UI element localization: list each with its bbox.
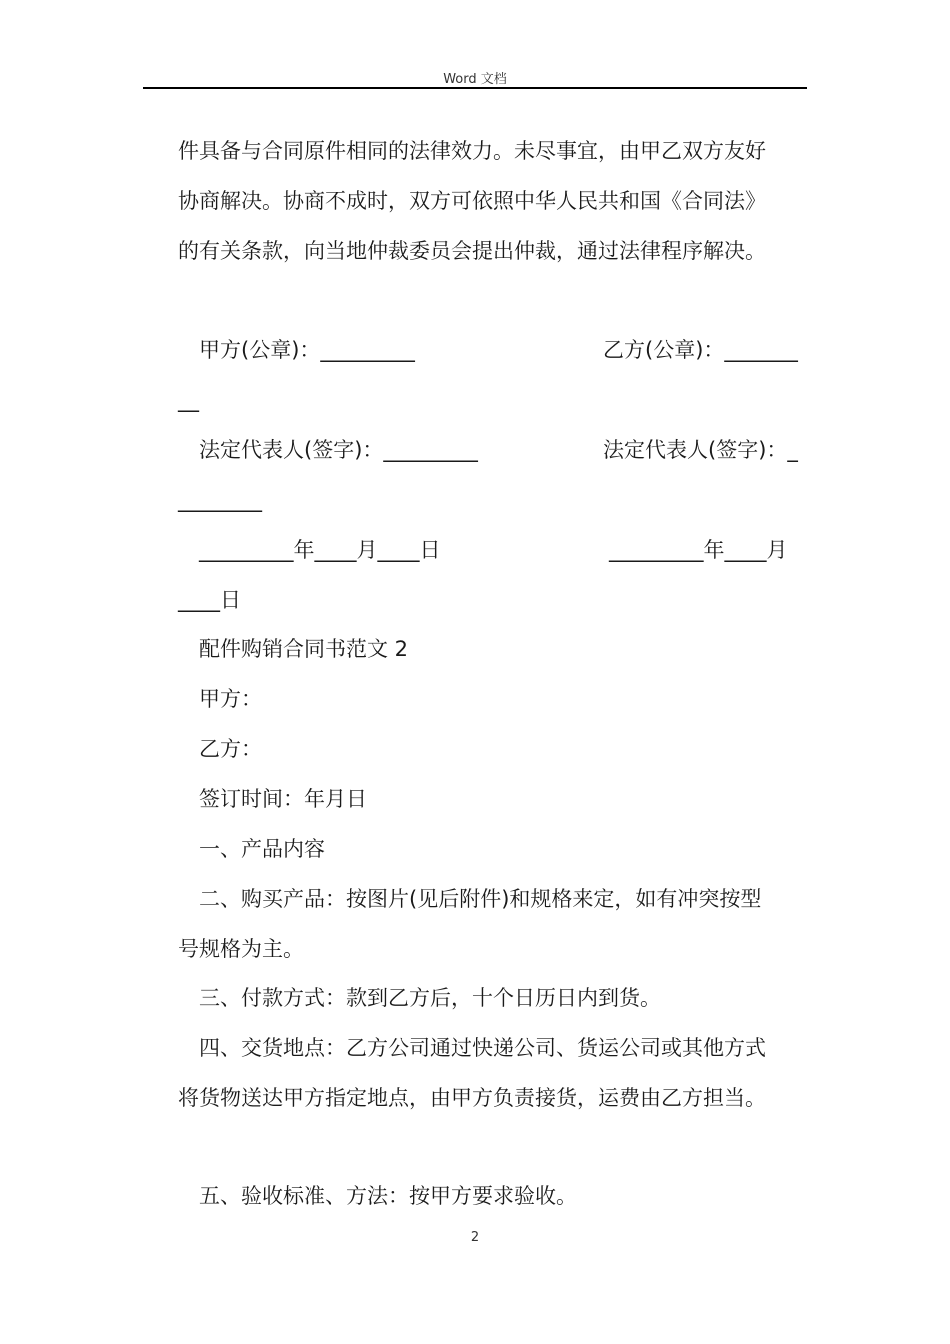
party-b-representative: 法定代表人(签字)：_ xyxy=(603,438,798,462)
clause-text: 五、验收标准、方法：按甲方要求验收。 xyxy=(199,1184,577,1208)
body-text-line: 件具备与合同原件相同的法律效力。未尽事宜，由甲乙双方友好 xyxy=(178,139,766,163)
clause-text: 号规格为主。 xyxy=(178,937,304,961)
clause-text: 四、交货地点：乙方公司通过快递公司、货运公司或其他方式 xyxy=(199,1036,766,1060)
party-a-representative: 法定代表人(签字)：_________ xyxy=(199,438,478,462)
clause-text: 将货物送达甲方指定地点，由甲方负责接货，运费由乙方担当。 xyxy=(178,1086,766,1110)
page-number: 2 xyxy=(470,1230,480,1245)
clause-text: 三、付款方式：款到乙方后，十个日历日内到货。 xyxy=(199,986,661,1010)
clause-text: 二、购买产品：按图片(见后附件)和规格来定，如有冲突按型 xyxy=(199,887,762,911)
header-divider xyxy=(143,87,807,89)
party-b-label: 乙方： xyxy=(199,737,262,761)
party-b-date: _________年____月 xyxy=(609,538,788,562)
party-a-date: _________年____月____日 xyxy=(199,538,441,562)
party-a-label: 甲方： xyxy=(199,687,262,711)
section-title: 配件购销合同书范文 2 xyxy=(199,637,409,661)
signing-date-label: 签订时间：年月日 xyxy=(199,787,367,811)
clause-heading: 一、产品内容 xyxy=(199,837,325,861)
party-b-seal: 乙方(公章)：_______ xyxy=(603,338,798,362)
signature-line-continuation: ________ xyxy=(178,488,262,512)
signature-line-continuation: __ xyxy=(178,388,199,412)
body-text-line: 协商解决。协商不成时，双方可依照中华人民共和国《合同法》 xyxy=(178,189,766,213)
party-a-seal: 甲方(公章)：_________ xyxy=(199,338,415,362)
body-text-line: 的有关条款，向当地仲裁委员会提出仲裁，通过法律程序解决。 xyxy=(178,239,766,263)
page-header: Word 文档 xyxy=(443,72,507,87)
date-line-continuation: ____日 xyxy=(178,588,241,612)
